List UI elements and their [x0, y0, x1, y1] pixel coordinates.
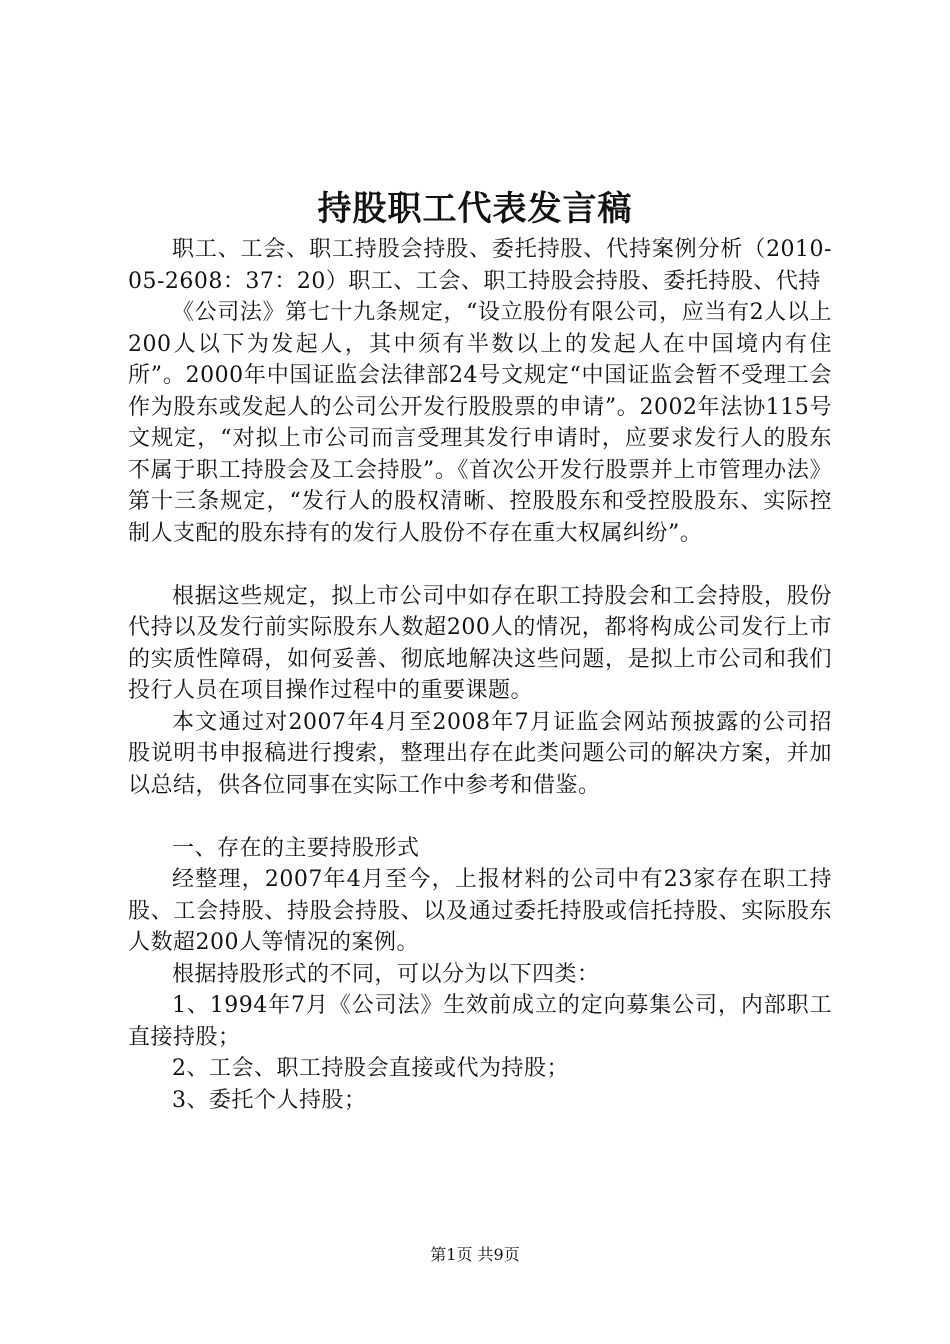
section-heading: 一、存在的主要持股形式 [172, 835, 420, 861]
document-body [128, 234, 832, 1116]
paragraph-spacer [128, 801, 832, 833]
paragraph-regulations-impact: 根据这些规定，拟上市公司中如存在职工持股会和工会持股，股份代持以及发行前实际股东人数超200人的情况，都将构成公司发行上市的实质性障碍，如何妥善、彻底地解决这些问题，是拟上市公司和我们投行人员在项目操作过程中的重要课题。 [128, 583, 832, 703]
paragraph-spacer [128, 549, 832, 581]
paragraph-method: 本文通过对2007年4月至2008年7月证监会网站预披露的公司招股说明书申报稿进行搜索，整理出存在此类问题公司的解决方案，并加以总结，供各位同事在实际工作中参考和借鉴。 [128, 709, 832, 798]
page-footer: 第1页 共9页 [430, 1245, 520, 1264]
paragraph-company-law: 《公司法》第七十九条规定，“设立股份有限公司，应当有2人以上200人以下为发起人，其中须有半数以上的发起人在中国境内有住所”。2000年中国证监会法律部24号文规定“中国证监会暂不受理工会作为股东或发起人的公司公开发行股股票的申请”。2002年法协115号文规定，“对拟上市公司而言受理其发行申请时，应要求发行人的股东不属于职工持股会及工会持股”。《首次公开发行股票并上市管理办法》第十三条规定，“发行人的股权清晰、控股股东和受控股股东、实际控制人支配的股东持有的发行人股份不存在重大权属纠纷”。 [128, 300, 832, 546]
list-item-2: 2、工会、职工持股会直接或代为持股； [172, 1056, 569, 1081]
paragraph-intro: 职工、工会、职工持股会持股、委托持股、代持案例分析（2010-05-2608：37：20）职工、工会、职工持股会持股、委托持股、代持 [128, 237, 832, 294]
paragraph-summary: 经整理，2007年4月至今，上报材料的公司中有23家存在职工持股、工会持股、持股会持股、以及通过委托持股或信托持股、实际股东人数超200人等情况的案例。 [128, 867, 832, 955]
list-item-1: 1、1994年7月《公司法》生效前成立的定向募集公司，内部职工直接持股； [128, 993, 832, 1050]
list-item-3: 3、委托个人持股； [172, 1087, 367, 1113]
document-title: 持股职工代表发言稿 [317, 189, 633, 229]
paragraph-categories-intro: 根据持股形式的不同，可以分为以下四类： [172, 961, 600, 987]
